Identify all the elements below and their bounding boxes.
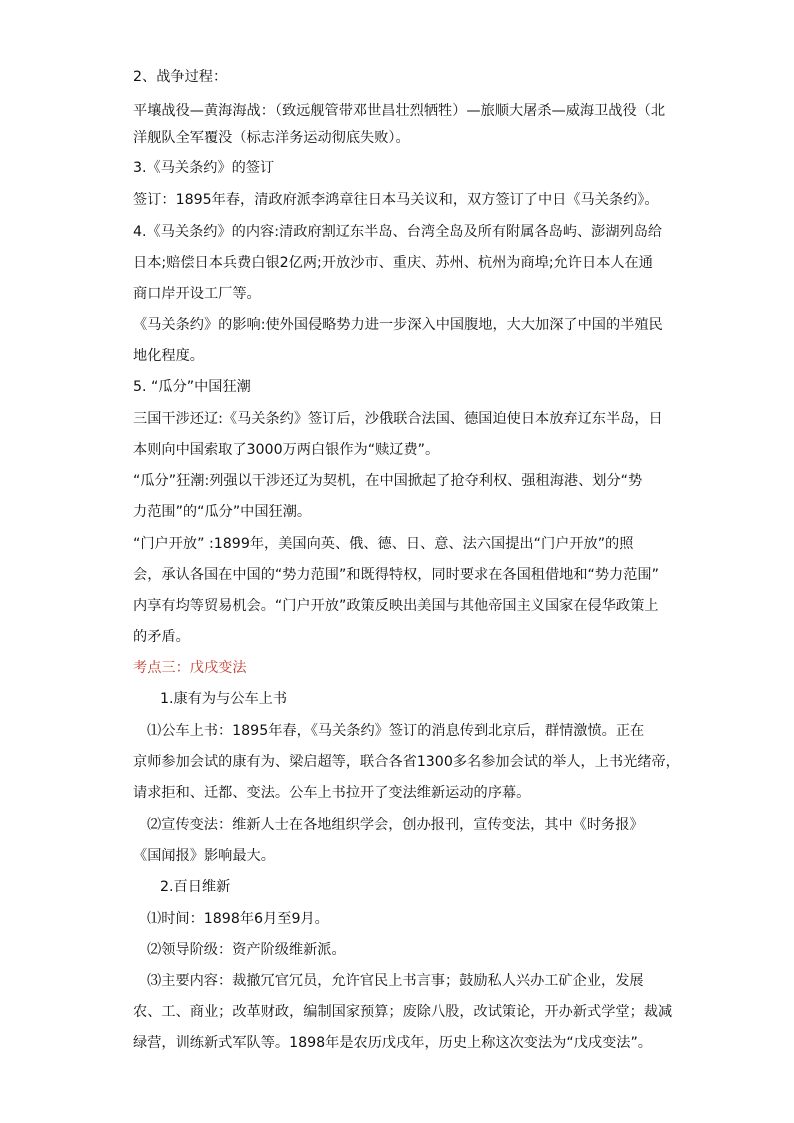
text-line: 的矛盾。 [133, 629, 190, 645]
text-line: 平壤战役—黄海海战：（致远舰管带邓世昌壮烈牺牲）—旅顺大屠杀—威海卫战役（北 [133, 103, 666, 119]
text-line: 农、工、商业；改革财政，编制国家预算；废除八股，改试策论，开办新式学堂；裁减 [133, 1004, 673, 1020]
text-line: “瓜分”狂潮:列强以干涉还辽为契机，在中国掀起了抢夺利权、强租海港、划分“势 [133, 473, 643, 489]
text-line: 京师参加会试的康有为、梁启超等，联合各省1300多名参加会试的举人，上书光绪帝， [133, 754, 680, 770]
text-line: “门户开放” :1899年，美国向英、俄、德、日、意、法六国提出“门户开放”的照 [133, 536, 634, 552]
text-line: 《马关条约》的影响:使外国侵略势力进一步深入中国腹地，大大加深了中国的半殖民 [133, 317, 663, 333]
text-line: 会，承认各国在中国的“势力范围”和既得特权，同时要求在各国租借地和“势力范围” [133, 567, 659, 583]
text-line: ⑵领导阶级：资产阶级维新派。 [147, 942, 346, 958]
text-line: 日本;赔偿日本兵费白银2亿两;开放沙市、重庆、苏州、杭州为商埠;允许日本人在通 [133, 255, 653, 271]
text-line: 《国闻报》影响最大。 [133, 848, 275, 864]
text-line: ⑴公车上书：1895年春，《马关条约》签订的消息传到北京后，群情激愤。正在 [147, 723, 645, 739]
text-line: ⑵宣传变法：维新人士在各地组织学会，创办报刊，宣传变法，其中《时务报》 [147, 817, 644, 833]
text-line: ⑴时间：1898年6月至9月。 [147, 911, 329, 927]
section-heading: 5. “瓜分”中国狂潮 [133, 379, 251, 395]
text-line: 本则向中国索取了3000万两白银作为“赎辽费”。 [133, 442, 440, 458]
text-line: 地化程度。 [133, 348, 204, 364]
section-heading: 2、战争过程： [133, 69, 228, 85]
text-line: 三国干涉还辽:《马关条约》签订后，沙俄联合法国、德国迫使日本放弃辽东半岛，日 [133, 411, 663, 427]
section-heading: 3.《马关条约》的签订 [133, 160, 275, 176]
text-line: 力范围”的“瓜分”中国狂潮。 [133, 504, 312, 520]
text-line: 洋舰队全军覆没（标志洋务运动彻底失败）。 [133, 130, 410, 146]
topic-heading: 考点三：戊戌变法 [133, 660, 247, 676]
text-line: 商口岸开设工厂等。 [133, 286, 261, 302]
text-line: 4.《马关条约》的内容:清政府割辽东半岛、台湾全岛及所有附属各岛屿、澎湖列岛给 [133, 224, 663, 240]
subsection-heading: 1.康有为与公车上书 [160, 691, 288, 707]
text-line: 绿营，训练新式军队等。1898年是农历戊戌年，历史上称这次变法为“戊戌变法”。 [133, 1035, 652, 1051]
text-line: ⑶主要内容：裁撤冗官冗员，允许官民上书言事；鼓励私人兴办工矿企业，发展 [147, 973, 644, 989]
subsection-heading: 2.百日维新 [160, 879, 231, 895]
text-line: 请求拒和、迁都、变法。公车上书拉开了变法维新运动的序幕。 [133, 785, 531, 801]
text-line: 内享有均等贸易机会。“门户开放”政策反映出美国与其他帝国主义国家在侵华政策上 [133, 598, 659, 614]
text-line: 签订：1895年春，清政府派李鸿章往日本马关议和，双方签订了中日《马关条约》。 [133, 192, 659, 208]
